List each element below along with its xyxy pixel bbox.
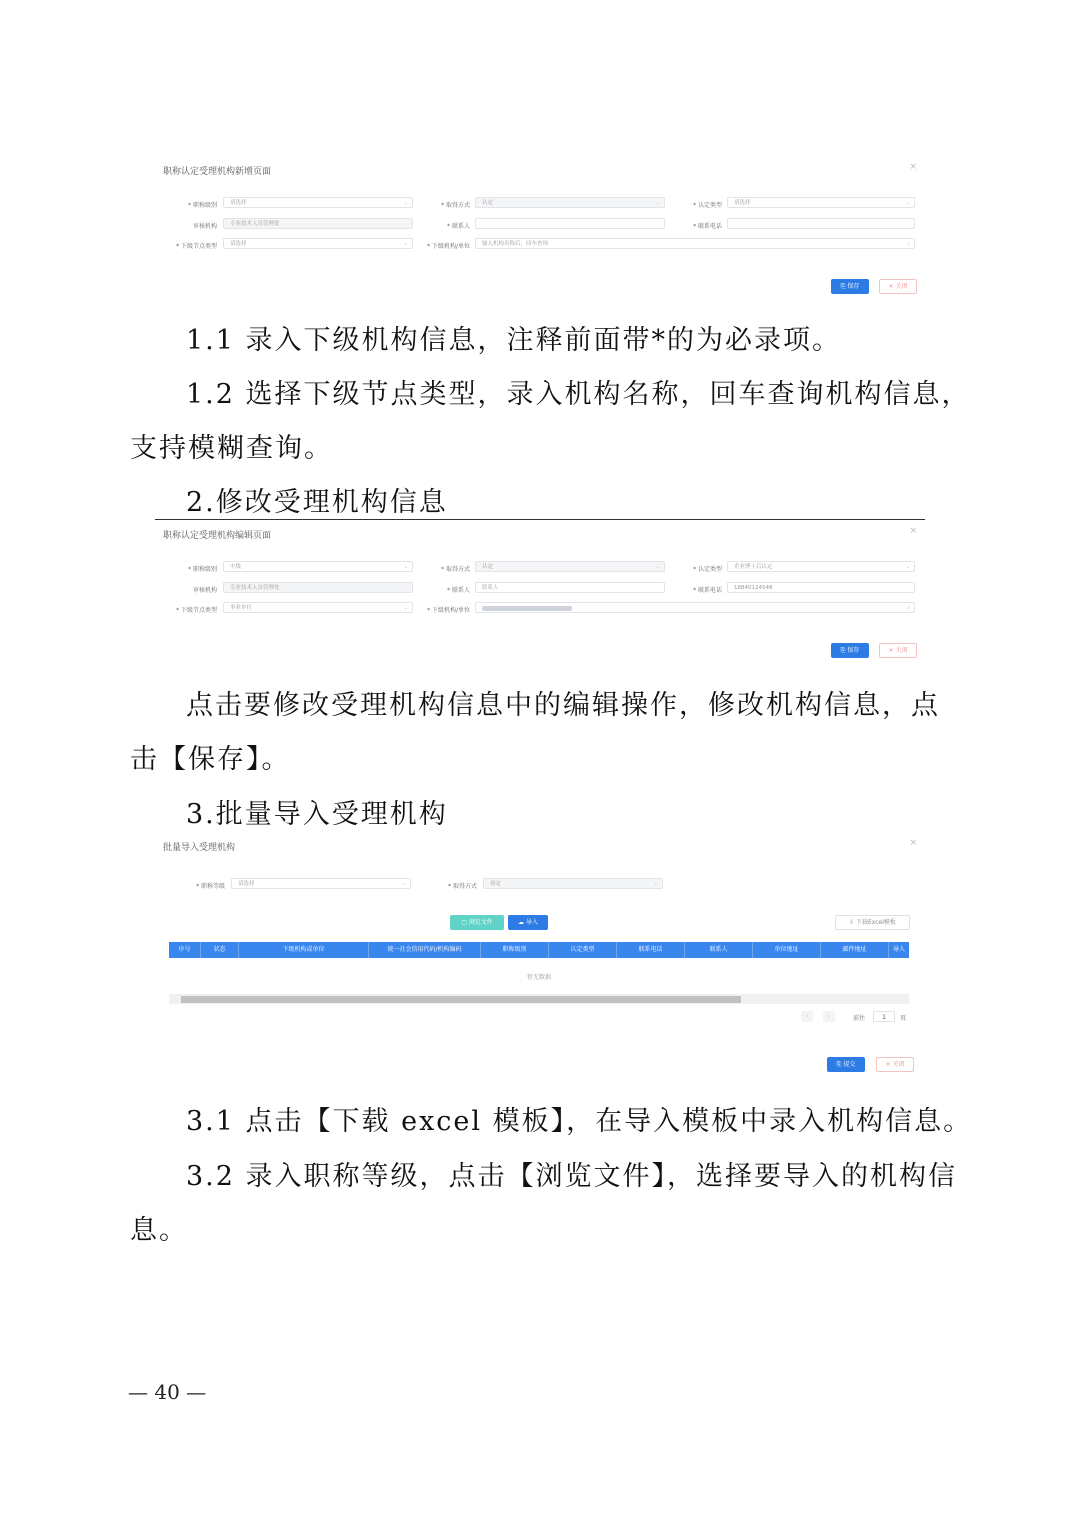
close-icon[interactable]: × bbox=[909, 162, 917, 172]
add-org-dialog bbox=[155, 160, 925, 300]
page-number: — 40 — bbox=[128, 1380, 207, 1404]
search-icon: ⌕ bbox=[907, 241, 910, 247]
select-type[interactable]: 企业博士后认定 ⌄ bbox=[727, 561, 915, 572]
close-button[interactable]: × 关闭 bbox=[876, 1057, 914, 1072]
chevron-down-icon: ⌄ bbox=[403, 605, 408, 611]
select-node[interactable]: 事业单位 ⌄ bbox=[223, 602, 413, 613]
col-header: 序号 bbox=[169, 942, 201, 958]
chevron-down-icon: ⌄ bbox=[403, 241, 408, 247]
prev-page-button[interactable]: ‹ bbox=[801, 1011, 813, 1022]
select-level[interactable]: 中级 ⌄ bbox=[223, 561, 413, 572]
col-header: 邮件地址 bbox=[821, 942, 889, 958]
chevron-down-icon: ⌄ bbox=[403, 200, 408, 206]
input-org: 专业技术人员管理处 bbox=[223, 218, 413, 229]
label-level: * 职称级别 bbox=[188, 202, 217, 209]
close-icon[interactable]: × bbox=[909, 526, 917, 536]
label-method: * 取得方式 bbox=[441, 566, 470, 573]
dialog-title: 批量导入受理机构 bbox=[163, 843, 236, 853]
chevron-down-icon: ⌄ bbox=[655, 564, 660, 570]
select-node[interactable]: 请选择 ⌄ bbox=[223, 238, 413, 249]
table-header bbox=[169, 942, 909, 958]
label-type: * 认定类型 bbox=[693, 202, 722, 209]
save-button[interactable]: ⎘ 保存 bbox=[831, 643, 869, 658]
dialog-title: 职称认定受理机构新增页面 bbox=[163, 167, 272, 177]
col-header: 下级机构或单位 bbox=[239, 942, 369, 958]
col-header: 状态 bbox=[201, 942, 239, 958]
input-sub[interactable]: 输入机构名称后，回车查询 ⌕ bbox=[475, 238, 915, 249]
col-header: 职称级别 bbox=[481, 942, 549, 958]
close-button[interactable]: × 关闭 bbox=[879, 643, 917, 658]
close-icon[interactable]: × bbox=[909, 838, 917, 848]
page-input[interactable]: 1 bbox=[873, 1011, 895, 1022]
label-method: * 取得方式 bbox=[441, 202, 470, 209]
input-sub[interactable] bbox=[475, 602, 915, 613]
input-phone[interactable] bbox=[727, 218, 915, 229]
chevron-down-icon: ⌄ bbox=[401, 881, 406, 887]
submit-button[interactable]: ⎘ 提交 bbox=[827, 1057, 865, 1072]
download-template-button[interactable]: ⇩ 下载Excel模板 bbox=[835, 915, 910, 930]
para-1-1: 1.1 录入下级机构信息，注释前面带*的为必录项。 bbox=[186, 325, 842, 356]
input-contact[interactable]: 联系人 bbox=[475, 582, 665, 593]
chevron-down-icon: ⌄ bbox=[655, 200, 660, 206]
input-phone[interactable]: 18840124548 bbox=[727, 582, 915, 593]
close-button[interactable]: × 关闭 bbox=[879, 279, 917, 294]
col-header: 统一社会信用代码/机构编码 bbox=[369, 942, 481, 958]
para-3-1: 3.1 点击【下载 excel 模板】，在导入模板中录入机构信息。 bbox=[186, 1106, 973, 1137]
label-sub: * 下级机构/单位 bbox=[427, 243, 470, 250]
horizontal-scrollbar[interactable] bbox=[169, 995, 909, 1004]
label-contact: * 联系人 bbox=[447, 223, 470, 230]
input-contact[interactable] bbox=[475, 218, 665, 229]
chevron-down-icon: ⌄ bbox=[403, 564, 408, 570]
chevron-down-icon: ⌄ bbox=[905, 200, 910, 206]
label-method: * 取得方式 bbox=[448, 883, 477, 890]
label-sub: * 下级机构/单位 bbox=[427, 607, 470, 614]
label-level: * 职称级别 bbox=[188, 566, 217, 573]
save-button[interactable]: ⎘ 保存 bbox=[831, 279, 869, 294]
empty-text: 暂无数据 bbox=[526, 974, 551, 981]
col-header: 导入 bbox=[892, 946, 905, 953]
select-method[interactable]: 初定 ⌄ bbox=[483, 878, 663, 889]
divider bbox=[155, 519, 925, 520]
edit-org-dialog bbox=[155, 524, 925, 664]
select-type[interactable]: 请选择 ⌄ bbox=[727, 197, 915, 208]
search-icon: ⌕ bbox=[907, 605, 910, 611]
label-node: * 下级节点类型 bbox=[176, 243, 217, 250]
label-type: * 认定类型 bbox=[693, 566, 722, 573]
col-header: 联系电话 bbox=[617, 942, 685, 958]
heading-3: 3.批量导入受理机构 bbox=[186, 799, 448, 830]
col-header: 认定类型 bbox=[549, 942, 617, 958]
label-node: * 下级节点类型 bbox=[176, 607, 217, 614]
para-3-2-line1: 3.2 录入职称等级，点击【浏览文件】，选择要导入的机构信 bbox=[186, 1161, 958, 1192]
label-org: 审核机构 bbox=[192, 223, 217, 230]
col-header: 单位地址 bbox=[753, 942, 821, 958]
para-1-2-line1: 1.2 选择下级节点类型，录入机构名称，回车查询机构信息， bbox=[186, 379, 971, 410]
blurred-text bbox=[482, 606, 572, 611]
next-page-button[interactable]: › bbox=[823, 1011, 835, 1022]
table-body bbox=[169, 958, 909, 995]
select-level[interactable]: 请选择 ⌄ bbox=[223, 197, 413, 208]
label-phone: * 联系电话 bbox=[693, 587, 722, 594]
browse-file-button[interactable]: ▢ 浏览文件 bbox=[450, 915, 504, 930]
pager-unit-label: 页 bbox=[900, 1015, 907, 1022]
col-header: 联系人 bbox=[685, 942, 753, 958]
label-level: * 职称等级 bbox=[196, 883, 225, 890]
chevron-down-icon: ⌄ bbox=[653, 881, 658, 887]
select-method[interactable]: 认定 ⌄ bbox=[475, 197, 665, 208]
select-level[interactable]: 请选择 ⌄ bbox=[231, 878, 411, 889]
chevron-down-icon: ⌄ bbox=[905, 564, 910, 570]
para-2-line1: 点击要修改受理机构信息中的编辑操作，修改机构信息，点 bbox=[186, 690, 940, 721]
import-button[interactable]: ☁ 导入 bbox=[508, 915, 548, 930]
para-1-2-line2: 支持模糊查询。 bbox=[130, 433, 333, 464]
heading-2: 2.修改受理机构信息 bbox=[186, 487, 448, 518]
select-method[interactable]: 认定 ⌄ bbox=[475, 561, 665, 572]
label-phone: * 联系电话 bbox=[693, 223, 722, 230]
scrollbar-thumb[interactable] bbox=[181, 996, 741, 1003]
para-2-line2: 击【保存】。 bbox=[130, 744, 291, 775]
dialog-title: 职称认定受理机构编辑页面 bbox=[163, 531, 272, 541]
batch-import-dialog bbox=[155, 836, 925, 1081]
input-org: 专业技术人员管理处 bbox=[223, 582, 413, 593]
label-org: 审核机构 bbox=[192, 587, 217, 594]
pager-goto-label: 前往 bbox=[853, 1015, 866, 1022]
label-contact: * 联系人 bbox=[447, 587, 470, 594]
para-3-2-line2: 息。 bbox=[130, 1215, 188, 1246]
